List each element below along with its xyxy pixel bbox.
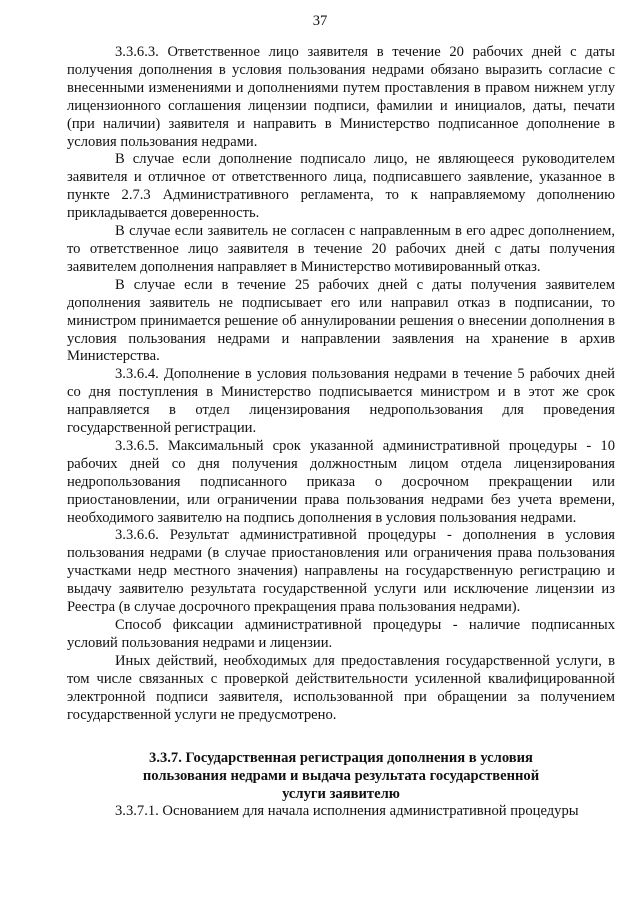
paragraph-other-actions: Иных действий, необходимых для предоставления государственной услуги, в том числе связанных с проверкой действительности усиленной квалифицированной электронной подписи заявителя, использованной при обращении за получением государственной услуги не предусмотрено. — [67, 652, 615, 723]
section-heading-3-3-7 — [67, 749, 615, 803]
paragraph-refusal: В случае если заявитель не согласен с направленным в его адрес дополнением, то ответственное лицо заявителя в течение 20 рабочих дней с даты получения заявителем дополнения направляет в Министерство мотивированный отказ. — [67, 223, 615, 275]
paragraph-3-3-7-1: 3.3.7.1. Основанием для начала исполнения административной процедуры — [115, 803, 579, 820]
paragraph-power-of-attorney: В случае если дополнение подписало лицо, не являющееся руководителем заявителя и отличное от ответственного лица, подписавшего заявление, указанное в пункте 2.7.3 Административного регламента, то к направляемому дополнению прикладывается доверенность. — [67, 151, 615, 222]
paragraph-fixation-method: Способ фиксации административной процедуры - наличие подписанных условий пользования недрами и лицензии. — [67, 617, 615, 651]
heading-line-1: 3.3.7. Государственная регистрация дополнения в условия — [149, 750, 533, 767]
heading-line-2: пользования недрами и выдача результата государственной — [142, 768, 540, 785]
page-number: 37 — [312, 13, 328, 29]
paragraph-3-3-6-3: 3.3.6.3. Ответственное лицо заявителя в течение 20 рабочих дней с даты получения дополнения в условия пользования недрами обязано выразить согласие с внесенными изменениями и дополнениями путем проставления в правом нижнем углу лицензионного соглашения лицензии подписи, фамилии и инициалов, даты, печати (при наличии) заявителя и направить в Министерство подписанное дополнение в условия пользования недрами. — [67, 44, 615, 150]
paragraph-3-3-6-5: 3.3.6.5. Максимальный срок указанной административной процедуры - 10 рабочих дней со дня получения должностным лицом отдела лицензирования недропользования подписанного приказа о досрочном прекращении или приостановлении, или ограничении права пользования недрами без учета времени, необходимого заявителю на подпись дополнения в условия пользования недрами. — [67, 437, 615, 526]
heading-line-3: услуги заявителю — [282, 786, 400, 803]
paragraph-3-3-6-4: 3.3.6.4. Дополнение в условия пользования недрами в течение 5 рабочих дней со дня поступления в Министерство подписывается министром и в этот же срок направляется в отдел лицензирования недропользования для проведения государственной регистрации. — [67, 366, 615, 437]
paragraph-annulment: В случае если в течение 25 рабочих дней с даты получения заявителем дополнения заявитель не подписывает его или направил отказ в подписании, то министром принимается решение об аннулировании решения о внесении дополнения в условия пользования недрами и направлении заявления на хранение в архив Министерства. — [67, 276, 615, 365]
document-body — [67, 44, 615, 821]
paragraph-3-3-6-6: 3.3.6.6. Результат административной процедуры - дополнения в условия пользования недрами (в случае приостановления или ограничения права пользования участками недр местного значения) направлены на государственную регистрацию и выдачу заявителю результата государственной услуги или исключение лицензии из Реестра (в случае досрочного прекращения права пользования недрами). — [67, 527, 615, 616]
